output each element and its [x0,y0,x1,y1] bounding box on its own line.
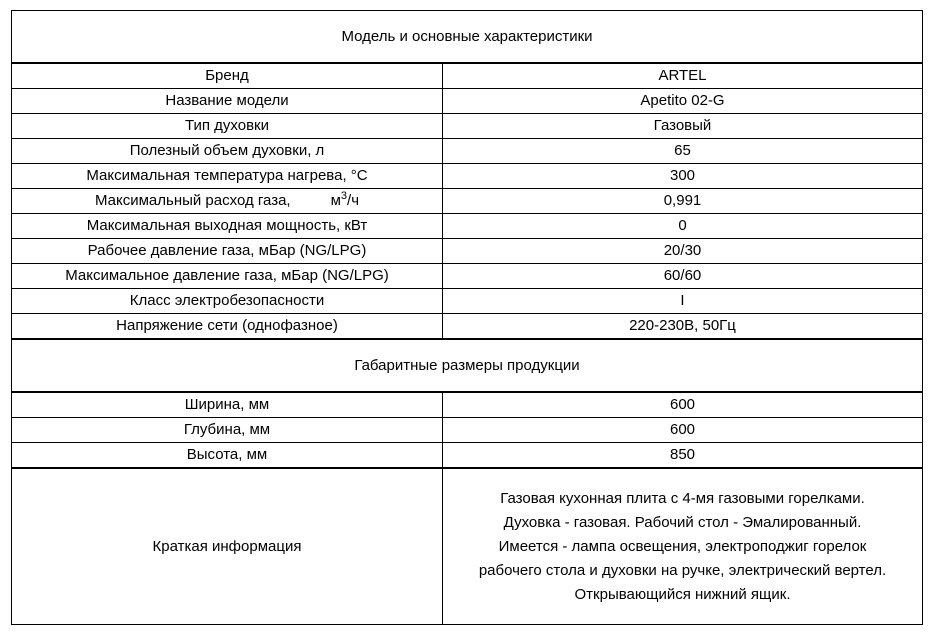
spec-label-voltage: Напряжение сети (однофазное) [12,314,443,340]
spec-label-gas-consumption [12,189,443,214]
table-row [12,189,923,214]
spec-label-model-name: Название модели [12,89,443,114]
info-line: Открывающийся нижний ящик. [574,585,791,603]
table-row-info [12,468,923,625]
spec-label-working-pressure: Рабочее давление газа, мБар (NG/LPG) [12,239,443,264]
dim-value-depth: 600 [443,418,923,443]
table-row [12,443,923,469]
table-row [12,418,923,443]
section-title-model: Модель и основные характеристики [12,11,923,64]
spec-label-gas-consumption-main: Максимальный расход газа, [94,192,291,209]
dim-label-width: Ширина, мм [12,392,443,418]
table-row [12,239,923,264]
spec-value-max-power: 0 [443,214,923,239]
info-line: рабочего стола и духовки на ручке, электрический вертел. [478,561,887,579]
spec-value-voltage: 220-230В, 50Гц [443,314,923,340]
section-row-dimensions [12,339,923,392]
table-row [12,114,923,139]
info-line: Имеется - лампа освещения, электроподжиг горелок [498,537,867,555]
table-row [12,63,923,89]
spec-label-brand: Бренд [12,63,443,89]
table-row [12,214,923,239]
spec-sheet [11,10,923,625]
spec-label-max-pressure: Максимальное давление газа, мБар (NG/LPG) [12,264,443,289]
spec-value-brand: ARTEL [443,63,923,89]
table-row [12,264,923,289]
spec-label-oven-volume: Полезный объем духовки, л [12,139,443,164]
section-row-model [12,11,923,64]
table-row [12,139,923,164]
info-line: Духовка - газовая. Рабочий стол - Эмалированный. [503,513,862,531]
section-title-dimensions: Габаритные размеры продукции [12,339,923,392]
spec-label-max-power: Максимальная выходная мощность, кВт [12,214,443,239]
spec-label-oven-type: Тип духовки [12,114,443,139]
table-row [12,289,923,314]
spec-value-max-temp: 300 [443,164,923,189]
spec-label-gas-consumption-unit: $м^3/ч$ [330,190,360,209]
dim-value-height: 850 [443,443,923,469]
spec-value-max-pressure: 60/60 [443,264,923,289]
table-row [12,392,923,418]
spec-value-working-pressure: 20/30 [443,239,923,264]
table-row [12,164,923,189]
info-line: Газовая кухонная плита с 4-мя газовыми горелками. [500,489,865,507]
spec-table [11,10,923,625]
dim-value-width: 600 [443,392,923,418]
dim-label-height: Высота, мм [12,443,443,469]
spec-value-model-name: Apetito 02-G [443,89,923,114]
spec-label-safety-class: Класс электробезопасности [12,289,443,314]
table-row [12,314,923,340]
spec-value-oven-volume: 65 [443,139,923,164]
info-description [443,468,923,625]
spec-label-max-temp: Максимальная температура нагрева, °C [12,164,443,189]
spec-value-oven-type: Газовый [443,114,923,139]
spec-value-safety-class: I [443,289,923,314]
table-row [12,89,923,114]
dim-label-depth: Глубина, мм [12,418,443,443]
info-label: Краткая информация [12,468,443,625]
spec-value-gas-consumption: 0,991 [443,189,923,214]
